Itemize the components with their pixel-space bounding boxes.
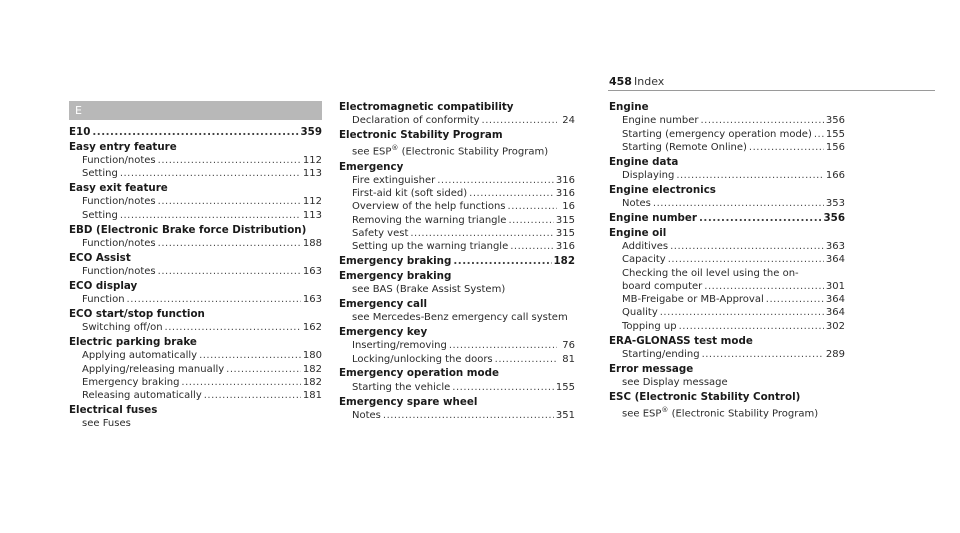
see-reference: see ESP® (Electronic Stability Program) [352, 144, 549, 158]
index-row [69, 293, 322, 306]
index-heading: Emergency [339, 160, 404, 173]
index-row [339, 353, 575, 366]
index-row [339, 174, 575, 187]
index-label: Safety vest [352, 228, 409, 239]
page-ref: 301 [825, 280, 845, 292]
page-ref: 112 [302, 155, 322, 167]
page-ref: 76 [562, 340, 575, 352]
page-ref: 289 [825, 348, 845, 360]
leader-dots [437, 174, 554, 187]
index-heading: Engine oil [609, 226, 667, 239]
index-label: Switching off/on [82, 322, 163, 334]
index-heading: ESC (Electronic Stability Control) [609, 390, 801, 403]
index-label: Function/notes [82, 155, 156, 167]
leader-dots [158, 237, 301, 250]
leader-dots [120, 167, 301, 180]
index-row [609, 141, 845, 154]
leader-dots [158, 154, 301, 167]
index-entry [69, 280, 322, 307]
index-entry [609, 335, 845, 362]
index-row [609, 197, 845, 210]
page-ref: 113 [302, 168, 322, 180]
leader-dots [482, 114, 557, 127]
index-label: Removing the warning triangle [352, 214, 507, 226]
index-label: Notes [352, 409, 381, 421]
index-entry [339, 129, 575, 159]
see-reference: see BAS (Brake Assist System) [352, 284, 506, 296]
leader-dots [660, 306, 824, 319]
see-reference: see ESP® (Electronic Stability Program) [622, 406, 819, 420]
index-row [339, 114, 575, 127]
index-entry [609, 363, 845, 390]
index-heading: Emergency key [339, 326, 428, 339]
leader-dots [766, 293, 824, 306]
index-row [69, 321, 322, 334]
page-ref: 315 [555, 214, 575, 226]
leader-dots [700, 114, 823, 127]
index-column-2 [339, 101, 575, 424]
leader-dots [158, 265, 301, 278]
index-entry [69, 336, 322, 402]
page-ref: 81 [562, 353, 575, 365]
index-entry [69, 252, 322, 279]
index-row [339, 214, 575, 227]
index-heading: E10 [69, 126, 91, 138]
index-heading-row [609, 212, 845, 225]
index-row [339, 339, 575, 352]
index-label: MB-Freigabe or MB-Approval [622, 294, 764, 306]
leader-dots [469, 187, 554, 200]
index-entry [339, 396, 575, 423]
index-heading: Engine [609, 101, 649, 113]
index-heading: Engine electronics [609, 183, 716, 196]
index-entry [609, 101, 845, 154]
index-label: Locking/unlocking the doors [352, 353, 493, 365]
index-heading: Easy exit feature [69, 182, 168, 195]
index-heading: Emergency braking [339, 255, 452, 268]
index-row [609, 253, 845, 266]
leader-dots [165, 321, 301, 334]
leader-dots [226, 363, 301, 376]
index-label: Starting (emergency operation mode) [622, 128, 812, 140]
index-row [69, 349, 322, 362]
index-label: board computer [622, 280, 703, 292]
page-ref: 155 [825, 128, 845, 140]
section-name: Index [634, 75, 665, 88]
index-column-1 [69, 101, 322, 432]
index-label: Setting [82, 209, 118, 221]
leader-dots [92, 126, 298, 139]
page-ref: 166 [825, 169, 845, 181]
index-label: Function [82, 294, 125, 306]
index-heading: ECO display [69, 279, 138, 292]
index-label: Topping up [622, 320, 677, 332]
index-row [339, 187, 575, 200]
index-row [69, 376, 322, 389]
page-ref: 356 [825, 115, 845, 127]
index-row [339, 240, 575, 253]
page-ref: 16 [562, 201, 575, 213]
index-label: Applying/releasing manually [82, 363, 225, 375]
index-row [609, 128, 845, 141]
index-entry [339, 270, 575, 297]
leader-dots [120, 209, 301, 222]
index-row [339, 227, 575, 240]
page-ref: 353 [825, 198, 845, 210]
index-row [339, 381, 575, 394]
index-label: Starting (Remote Online) [622, 141, 747, 153]
leader-dots [814, 128, 824, 141]
page-ref: 113 [302, 209, 322, 221]
index-label: Starting the vehicle [352, 381, 451, 393]
page-ref: 364 [825, 254, 845, 266]
page-ref: 24 [562, 115, 575, 127]
index-heading: Electromagnetic compatibility [339, 101, 514, 113]
index-row [609, 306, 845, 319]
page-ref: 182 [553, 255, 575, 268]
leader-dots [204, 389, 301, 402]
page-ref: 316 [555, 174, 575, 186]
index-entry [339, 101, 575, 128]
index-row [339, 409, 575, 422]
page-ref: 163 [302, 265, 322, 277]
index-heading: Electric parking brake [69, 335, 197, 348]
leader-dots [670, 240, 824, 253]
index-entry [69, 182, 322, 222]
page-ref: 316 [555, 241, 575, 253]
index-heading: ECO Assist [69, 251, 131, 264]
index-entry [339, 367, 575, 394]
index-label: First-aid kit (soft sided) [352, 188, 468, 200]
index-label: Engine number [622, 115, 699, 127]
page-number: 458 [609, 75, 632, 88]
section-letter-bar: E [69, 101, 322, 120]
page-ref: 316 [555, 188, 575, 200]
index-label: Function/notes [82, 237, 156, 249]
index-label: Setting up the warning triangle [352, 241, 509, 253]
leader-dots [127, 293, 301, 306]
page-ref: 162 [302, 322, 322, 334]
index-entry [339, 298, 575, 325]
index-row [609, 169, 845, 182]
page-ref: 364 [825, 307, 845, 319]
index-heading: Engine data [609, 155, 679, 168]
index-row [69, 167, 322, 180]
leader-dots [508, 200, 557, 213]
leader-dots [679, 320, 824, 333]
index-label: Function/notes [82, 265, 156, 277]
leader-dots [676, 169, 824, 182]
page-ref: 315 [555, 228, 575, 239]
index-heading-row [69, 126, 322, 139]
index-entry [339, 161, 575, 254]
index-subentry-text: Checking the oil level using the on- [622, 267, 799, 279]
index-entry [609, 184, 845, 211]
index-heading: Emergency spare wheel [339, 395, 478, 408]
index-heading: Error message [609, 362, 694, 375]
leader-dots [653, 197, 824, 210]
page-ref: 181 [302, 390, 322, 402]
registered-mark: ® [661, 406, 669, 415]
index-label: Capacity [622, 254, 666, 266]
leader-dots [410, 227, 554, 240]
page-ref: 112 [302, 196, 322, 208]
index-row [69, 237, 322, 250]
index-row [339, 200, 575, 213]
page-ref: 302 [825, 320, 845, 332]
index-entry [339, 326, 575, 366]
page-ref: 188 [302, 237, 322, 249]
leader-dots [453, 255, 551, 268]
leader-dots [199, 349, 301, 362]
index-label: Setting [82, 168, 118, 180]
index-row [609, 280, 845, 293]
index-entry [69, 308, 322, 335]
index-label: Additives [622, 240, 669, 252]
index-label: Inserting/removing [352, 340, 447, 352]
leader-dots [668, 253, 824, 266]
page-ref: 356 [823, 211, 845, 224]
index-entry [609, 156, 845, 183]
index-entry [339, 255, 575, 268]
index-row [609, 293, 845, 306]
page-ref: 359 [300, 126, 322, 138]
index-heading: Emergency call [339, 297, 428, 310]
leader-dots [495, 353, 557, 366]
page-ref: 363 [825, 240, 845, 252]
leader-dots [704, 280, 824, 293]
index-heading: ECO start/stop function [69, 307, 205, 320]
index-label: Displaying [622, 169, 675, 181]
see-reference: see Fuses [82, 418, 131, 430]
index-label: Emergency braking [82, 376, 180, 388]
index-label: Starting/ending [622, 348, 700, 360]
page-ref: 155 [555, 381, 575, 393]
index-heading: Electronic Stability Program [339, 129, 503, 142]
index-entry [609, 227, 845, 333]
index-row [609, 240, 845, 253]
index-row [69, 363, 322, 376]
index-row [609, 348, 845, 361]
leader-dots [383, 409, 554, 422]
index-heading: Engine number [609, 211, 697, 224]
index-label: Applying automatically [82, 350, 198, 362]
index-heading: Electrical fuses [69, 403, 158, 416]
index-heading: Emergency braking [339, 269, 452, 282]
page-ref: 364 [825, 294, 845, 306]
index-entry [69, 404, 322, 431]
index-label: Releasing automatically [82, 390, 202, 402]
leader-dots [449, 339, 557, 352]
page-ref: 180 [302, 350, 322, 362]
index-row [69, 209, 322, 222]
index-row [609, 114, 845, 127]
leader-dots [452, 381, 554, 394]
index-row [69, 265, 322, 278]
index-heading: Easy entry feature [69, 140, 177, 153]
leader-dots [510, 240, 554, 253]
page-ref: 182 [302, 376, 322, 388]
index-heading: EBD (Electronic Brake force Distribution) [69, 223, 307, 236]
leader-dots [158, 195, 301, 208]
index-row [609, 320, 845, 333]
index-entry [69, 141, 322, 181]
leader-dots [702, 348, 824, 361]
leader-dots [699, 212, 822, 225]
index-row [69, 195, 322, 208]
see-reference: see Display message [622, 376, 728, 388]
index-entry [69, 224, 322, 251]
registered-mark: ® [391, 144, 399, 153]
index-label: Notes [622, 198, 651, 210]
index-row [69, 154, 322, 167]
index-heading: Emergency operation mode [339, 367, 499, 380]
index-label: Function/notes [82, 196, 156, 208]
leader-dots [181, 376, 300, 389]
index-row [69, 389, 322, 402]
header-rule [608, 90, 935, 91]
leader-dots [749, 141, 824, 154]
see-reference: see Mercedes-Benz emergency call system [352, 312, 568, 324]
index-label: Overview of the help functions [352, 201, 506, 213]
index-heading-row [339, 255, 575, 268]
index-entry [609, 391, 845, 421]
leader-dots [508, 214, 553, 227]
index-column-3 [609, 101, 845, 422]
index-entry [609, 212, 845, 225]
page-ref: 163 [302, 294, 322, 306]
page-ref: 182 [302, 363, 322, 375]
index-label: Fire extinguisher [352, 174, 436, 186]
page-ref: 351 [555, 409, 575, 421]
index-label: Declaration of conformity [352, 115, 480, 127]
index-label: Quality [622, 307, 658, 319]
index-heading: ERA-GLONASS test mode [609, 334, 753, 347]
page-ref: 156 [825, 141, 845, 153]
index-entry [69, 126, 322, 139]
